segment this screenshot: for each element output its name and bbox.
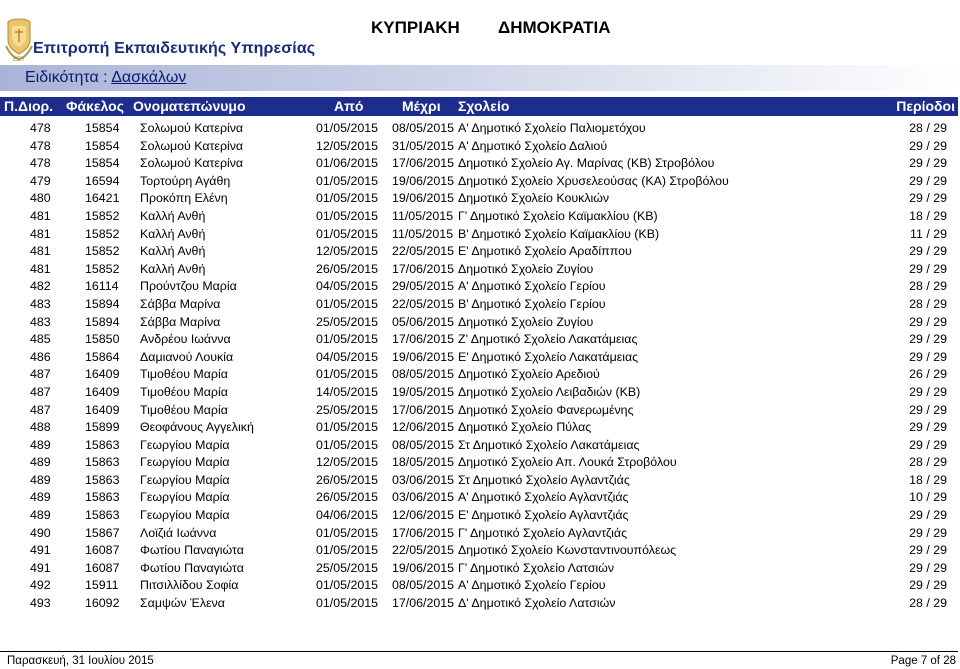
cell-to: 19/06/2015 xyxy=(392,191,455,206)
cell-period: 29 / 29 xyxy=(909,402,947,417)
cell-id: 478 xyxy=(30,138,51,153)
table-row xyxy=(0,208,960,226)
cell-id: 481 xyxy=(30,226,51,241)
cell-id: 487 xyxy=(30,384,51,399)
cell-from: 14/05/2015 xyxy=(316,384,379,399)
cell-school: Δημοτικό Σχολείο Αγ. Μαρίνας (ΚΒ) Στροβόλου xyxy=(458,156,715,171)
table-row xyxy=(0,595,960,613)
col-header-to: Μέχρι xyxy=(402,98,441,114)
cell-period: 29 / 29 xyxy=(909,244,947,259)
cell-school: Α' Δημοτικό Σχολείο Αγλαντζιάς xyxy=(458,490,629,505)
cell-name: Σάββα Μαρίνα xyxy=(140,314,221,329)
cell-file: 15854 xyxy=(85,156,120,171)
cell-period: 28 / 29 xyxy=(909,296,947,311)
table-row xyxy=(0,155,960,173)
cell-to: 08/05/2015 xyxy=(392,367,455,382)
cell-from: 25/05/2015 xyxy=(316,402,379,417)
cell-school: Ζ' Δημοτικό Σχολείο Λακατάμειας xyxy=(458,332,638,347)
cell-from: 01/05/2015 xyxy=(316,226,379,241)
cell-from: 01/05/2015 xyxy=(316,191,379,206)
cell-name: Ανδρέου Ιωάννα xyxy=(140,332,231,347)
organization-title: Επιτροπή Εκπαιδευτικής Υπηρεσίας xyxy=(33,40,316,57)
cell-school: Δημοτικό Σχολείο Κωνσταντινουπόλεως xyxy=(458,543,677,558)
cell-name: Προκόπη Ελένη xyxy=(140,191,228,206)
cell-school: Α' Δημοτικό Σχολείο Δαλιού xyxy=(458,138,608,153)
cell-to: 19/05/2015 xyxy=(392,384,455,399)
specialty-heading xyxy=(25,69,186,87)
col-header-period: Περίοδοι xyxy=(896,98,955,114)
cell-from: 04/05/2015 xyxy=(316,279,379,294)
table-row xyxy=(0,349,960,367)
cell-from: 25/05/2015 xyxy=(316,560,379,575)
cell-school: Α' Δημοτικό Σχολείο Γερίου xyxy=(458,578,606,593)
col-header-school: Σχολείο xyxy=(458,98,510,114)
cell-name: Σαμψών Έλενα xyxy=(140,596,225,611)
cell-file: 15850 xyxy=(85,332,120,347)
cell-file: 16114 xyxy=(85,279,119,294)
cell-to: 11/05/2015 xyxy=(392,226,454,241)
table-row xyxy=(0,489,960,507)
cell-from: 12/05/2015 xyxy=(316,455,379,470)
table-row xyxy=(0,384,960,402)
cell-file: 15863 xyxy=(85,472,120,487)
table-row xyxy=(0,507,960,525)
cell-to: 17/06/2015 xyxy=(392,156,455,171)
cell-file: 15863 xyxy=(85,455,120,470)
cell-from: 01/05/2015 xyxy=(316,437,379,452)
cell-file: 16092 xyxy=(85,596,120,611)
cell-school: Ε' Δημοτικό Σχολείο Αραδίππου xyxy=(458,244,632,259)
cell-period: 29 / 29 xyxy=(909,560,947,575)
table-row xyxy=(0,542,960,560)
table-body xyxy=(0,120,960,613)
cell-from: 01/05/2015 xyxy=(316,173,379,188)
cell-to: 22/05/2015 xyxy=(392,296,455,311)
cell-file: 16594 xyxy=(85,173,120,188)
cell-period: 28 / 29 xyxy=(909,279,947,294)
cell-name: Προύντζου Μαρία xyxy=(140,279,237,294)
cell-id: 491 xyxy=(30,560,51,575)
cell-period: 11 / 29 xyxy=(910,226,947,241)
table-row xyxy=(0,120,960,138)
cell-file: 15852 xyxy=(85,208,120,223)
cell-name: Τιμοθέου Μαρία xyxy=(140,384,228,399)
cell-period: 29 / 29 xyxy=(909,508,947,523)
cell-name: Τορτούρη Αγάθη xyxy=(140,173,231,188)
cell-from: 01/05/2015 xyxy=(316,596,379,611)
cell-to: 17/06/2015 xyxy=(392,402,455,417)
table-row xyxy=(0,402,960,420)
table-row xyxy=(0,577,960,595)
cell-name: Γεωργίου Μαρία xyxy=(140,455,230,470)
cell-period: 29 / 29 xyxy=(909,261,947,276)
cell-period: 29 / 29 xyxy=(909,525,947,540)
cell-school: Δημοτικό Σχολείο Ζυγίου xyxy=(458,261,594,276)
cell-school: Α' Δημοτικό Σχολείο Γερίου xyxy=(458,279,606,294)
cell-to: 08/05/2015 xyxy=(392,578,455,593)
cell-to: 17/06/2015 xyxy=(392,332,455,347)
table-row xyxy=(0,243,960,261)
cell-to: 31/05/2015 xyxy=(392,138,455,153)
footer-divider xyxy=(0,651,958,652)
cell-to: 12/06/2015 xyxy=(392,508,455,523)
cell-to: 19/06/2015 xyxy=(392,349,455,364)
cell-school: Γ' Δημοτικό Σχολείο Καϊμακλίου (ΚΒ) xyxy=(458,208,658,223)
cell-name: Θεοφάνους Αγγελική xyxy=(140,420,254,435)
republic-word-1: ΚΥΠΡΙΑΚΗ xyxy=(371,18,460,37)
cell-from: 01/05/2015 xyxy=(316,420,379,435)
cell-school: Δημοτικό Σχολείο Χρυσελεούσας (ΚΑ) Στροβόλου xyxy=(458,173,729,188)
cell-file: 15863 xyxy=(85,490,120,505)
cell-period: 28 / 29 xyxy=(909,596,947,611)
cell-period: 29 / 29 xyxy=(909,173,947,188)
cell-school: Γ' Δημοτικό Σχολείο Αγλαντζιάς xyxy=(458,525,628,540)
cell-id: 491 xyxy=(30,543,51,558)
table-row xyxy=(0,314,960,332)
cell-from: 01/05/2015 xyxy=(316,332,379,347)
cell-period: 18 / 29 xyxy=(909,208,947,223)
cell-name: Γεωργίου Μαρία xyxy=(140,508,230,523)
cell-from: 01/05/2015 xyxy=(316,367,379,382)
cell-from: 01/05/2015 xyxy=(316,525,379,540)
cell-id: 489 xyxy=(30,455,51,470)
cell-id: 481 xyxy=(30,208,51,223)
cyprus-coat-of-arms-icon xyxy=(2,18,36,62)
cell-id: 490 xyxy=(30,525,51,540)
cell-school: Δημοτικό Σχολείο Φανερωμένης xyxy=(458,402,634,417)
table-row xyxy=(0,366,960,384)
cell-school: Ε' Δημοτικό Σχολείο Λακατάμειας xyxy=(458,349,639,364)
cell-to: 17/06/2015 xyxy=(392,525,455,540)
cell-file: 15852 xyxy=(85,244,120,259)
cell-from: 01/06/2015 xyxy=(316,156,379,171)
cell-to: 03/06/2015 xyxy=(392,472,455,487)
table-row xyxy=(0,454,960,472)
cell-name: Γεωργίου Μαρία xyxy=(140,490,230,505)
cell-id: 480 xyxy=(30,191,51,206)
cell-file: 15852 xyxy=(85,261,120,276)
cell-id: 478 xyxy=(30,156,51,171)
cell-name: Σολωμού Κατερίνα xyxy=(140,138,244,153)
cell-file: 15899 xyxy=(85,420,120,435)
cell-name: Καλλή Ανθή xyxy=(140,244,206,259)
cell-school: Ε' Δημοτικό Σχολείο Αγλαντζιάς xyxy=(458,508,629,523)
specialty-value: Δασκάλων xyxy=(111,69,187,86)
table-row xyxy=(0,173,960,191)
cell-school: Στ Δημοτικό Σχολείο Λακατάμειας xyxy=(458,437,640,452)
table-row xyxy=(0,472,960,490)
cell-name: Πιτσιλλίδου Σοφία xyxy=(140,578,239,593)
cell-file: 15854 xyxy=(85,121,120,135)
footer-date: Παρασκευή, 31 Ιουλίου 2015 xyxy=(7,655,154,667)
cell-file: 15867 xyxy=(85,525,120,540)
table-row xyxy=(0,278,960,296)
cell-to: 03/06/2015 xyxy=(392,490,455,505)
cell-id: 488 xyxy=(30,420,51,435)
cell-to: 17/06/2015 xyxy=(392,596,455,611)
cell-school: Στ Δημοτικό Σχολείο Αγλαντζιάς xyxy=(458,472,630,487)
cell-school: Β' Δημοτικό Σχολείο Γερίου xyxy=(458,296,606,311)
cell-period: 29 / 29 xyxy=(909,384,947,399)
cell-period: 29 / 29 xyxy=(909,543,947,558)
cell-name: Τιμοθέου Μαρία xyxy=(140,402,228,417)
cell-id: 489 xyxy=(30,508,51,523)
cell-school: Δημοτικό Σχολείο Πύλας xyxy=(458,420,592,435)
cell-to: 08/05/2015 xyxy=(392,437,455,452)
col-header-name: Ονοματεπώνυμο xyxy=(133,98,246,114)
cell-id: 493 xyxy=(30,596,51,611)
table-row xyxy=(0,190,960,208)
table-row xyxy=(0,437,960,455)
cell-file: 15894 xyxy=(85,314,120,329)
cell-school: Δημοτικό Σχολείο Κουκλιών xyxy=(458,191,610,206)
col-header-from: Από xyxy=(334,98,364,114)
cell-name: Γεωργίου Μαρία xyxy=(140,472,230,487)
cell-name: Φωτίου Παναγιώτα xyxy=(140,543,244,558)
cell-id: 481 xyxy=(30,261,51,276)
cell-file: 16409 xyxy=(85,402,120,417)
cell-id: 487 xyxy=(30,367,51,382)
cell-period: 29 / 29 xyxy=(909,332,947,347)
cell-from: 01/05/2015 xyxy=(316,578,379,593)
table-row xyxy=(0,138,960,156)
cell-name: Γεωργίου Μαρία xyxy=(140,437,230,452)
cell-file: 16087 xyxy=(85,543,120,558)
cell-period: 29 / 29 xyxy=(909,349,947,364)
col-header-id: Π.Διορ. xyxy=(4,98,54,114)
col-header-file: Φάκελος xyxy=(66,98,124,114)
cell-id: 487 xyxy=(30,402,51,417)
cell-name: Φωτίου Παναγιώτα xyxy=(140,560,244,575)
cell-period: 28 / 29 xyxy=(909,121,947,135)
cell-to: 11/05/2015 xyxy=(392,208,454,223)
cell-period: 29 / 29 xyxy=(909,420,947,435)
cell-file: 16087 xyxy=(85,560,120,575)
table-row xyxy=(0,419,960,437)
cell-file: 16409 xyxy=(85,384,120,399)
cell-period: 29 / 29 xyxy=(909,156,947,171)
cell-period: 29 / 29 xyxy=(909,138,947,153)
cell-period: 29 / 29 xyxy=(909,191,947,206)
cell-period: 28 / 29 xyxy=(909,455,947,470)
cell-to: 29/05/2015 xyxy=(392,279,455,294)
cell-from: 26/05/2015 xyxy=(316,261,379,276)
cell-to: 22/05/2015 xyxy=(392,543,455,558)
table-row xyxy=(0,525,960,543)
cell-to: 22/05/2015 xyxy=(392,244,455,259)
cell-from: 25/05/2015 xyxy=(316,314,379,329)
cell-id: 482 xyxy=(30,279,51,294)
cell-name: Σολωμού Κατερίνα xyxy=(140,156,244,171)
table-row xyxy=(0,226,960,244)
cell-period: 29 / 29 xyxy=(909,437,947,452)
cell-to: 18/05/2015 xyxy=(392,455,455,470)
cell-to: 12/06/2015 xyxy=(392,420,455,435)
cell-file: 15894 xyxy=(85,296,120,311)
cell-name: Καλλή Ανθή xyxy=(140,261,206,276)
cell-from: 01/05/2015 xyxy=(316,208,379,223)
cell-file: 15863 xyxy=(85,508,120,523)
cell-file: 15911 xyxy=(85,578,119,593)
cell-school: Δημοτικό Σχολείο Λειβαδιών (ΚΒ) xyxy=(458,384,641,399)
table-row xyxy=(0,331,960,349)
cell-file: 16409 xyxy=(85,367,120,382)
footer-page-number: Page 7 of 28 xyxy=(890,655,956,667)
specialty-label: Ειδικότητα : xyxy=(25,69,108,86)
cell-name: Σολωμού Κατερίνα xyxy=(140,121,244,135)
republic-word-2: ΔΗΜΟΚΡΑΤΙΑ xyxy=(498,18,611,37)
cell-name: Τιμοθέου Μαρία xyxy=(140,367,228,382)
cell-from: 01/05/2015 xyxy=(316,121,379,135)
cell-school: Α' Δημοτικό Σχολείο Παλιομετόχου xyxy=(458,121,646,135)
cell-id: 489 xyxy=(30,490,51,505)
cell-name: Λοϊζιά Ιωάννα xyxy=(140,525,217,540)
cell-from: 01/05/2015 xyxy=(316,296,379,311)
cell-id: 485 xyxy=(30,332,51,347)
cell-id: 489 xyxy=(30,437,51,452)
cell-to: 05/06/2015 xyxy=(392,314,455,329)
cell-id: 478 xyxy=(30,121,51,135)
cell-school: Β' Δημοτικό Σχολείο Καϊμακλίου (ΚΒ) xyxy=(458,226,660,241)
cell-id: 481 xyxy=(30,244,51,259)
cell-file: 15864 xyxy=(85,349,120,364)
table-row xyxy=(0,261,960,279)
cell-from: 12/05/2015 xyxy=(316,244,379,259)
table-row xyxy=(0,296,960,314)
cell-period: 29 / 29 xyxy=(909,314,947,329)
cell-file: 15854 xyxy=(85,138,120,153)
cell-file: 15852 xyxy=(85,226,120,241)
cell-from: 04/05/2015 xyxy=(316,349,379,364)
cell-file: 15863 xyxy=(85,437,120,452)
cell-id: 492 xyxy=(30,578,51,593)
svg-text:ΕΕΥ: ΕΕΥ xyxy=(12,57,26,62)
cell-period: 29 / 29 xyxy=(909,578,947,593)
cell-from: 04/06/2015 xyxy=(316,508,379,523)
table-row xyxy=(0,560,960,578)
cell-school: Δημοτικό Σχολείο Ζυγίου xyxy=(458,314,594,329)
cell-id: 483 xyxy=(30,296,51,311)
cell-id: 486 xyxy=(30,349,51,364)
cell-name: Καλλή Ανθή xyxy=(140,226,206,241)
cell-to: 08/05/2015 xyxy=(392,121,455,135)
cell-to: 17/06/2015 xyxy=(392,261,455,276)
cell-period: 26 / 29 xyxy=(909,367,947,382)
cell-school: Γ' Δημοτικό Σχολείο Λατσιών xyxy=(458,560,615,575)
cell-school: Δημοτικό Σχολείο Απ. Λουκά Στροβόλου xyxy=(458,455,677,470)
cell-from: 12/05/2015 xyxy=(316,138,379,153)
cell-from: 26/05/2015 xyxy=(316,472,379,487)
cell-to: 19/06/2015 xyxy=(392,560,455,575)
cell-school: Δημοτικό Σχολείο Αρεδιού xyxy=(458,367,600,382)
cell-from: 01/05/2015 xyxy=(316,543,379,558)
cell-name: Δαμιανού Λουκία xyxy=(140,349,234,364)
cell-name: Σάββα Μαρίνα xyxy=(140,296,221,311)
cell-school: Δ' Δημοτικό Σχολείο Λατσιών xyxy=(458,596,616,611)
table-header xyxy=(0,97,958,116)
cell-to: 19/06/2015 xyxy=(392,173,455,188)
cell-id: 489 xyxy=(30,472,51,487)
cell-file: 16421 xyxy=(85,191,120,206)
cell-period: 10 / 29 xyxy=(909,490,947,505)
cell-id: 479 xyxy=(30,173,51,188)
cell-name: Καλλή Ανθή xyxy=(140,208,206,223)
cell-id: 483 xyxy=(30,314,51,329)
cell-from: 26/05/2015 xyxy=(316,490,379,505)
cell-period: 18 / 29 xyxy=(909,472,947,487)
